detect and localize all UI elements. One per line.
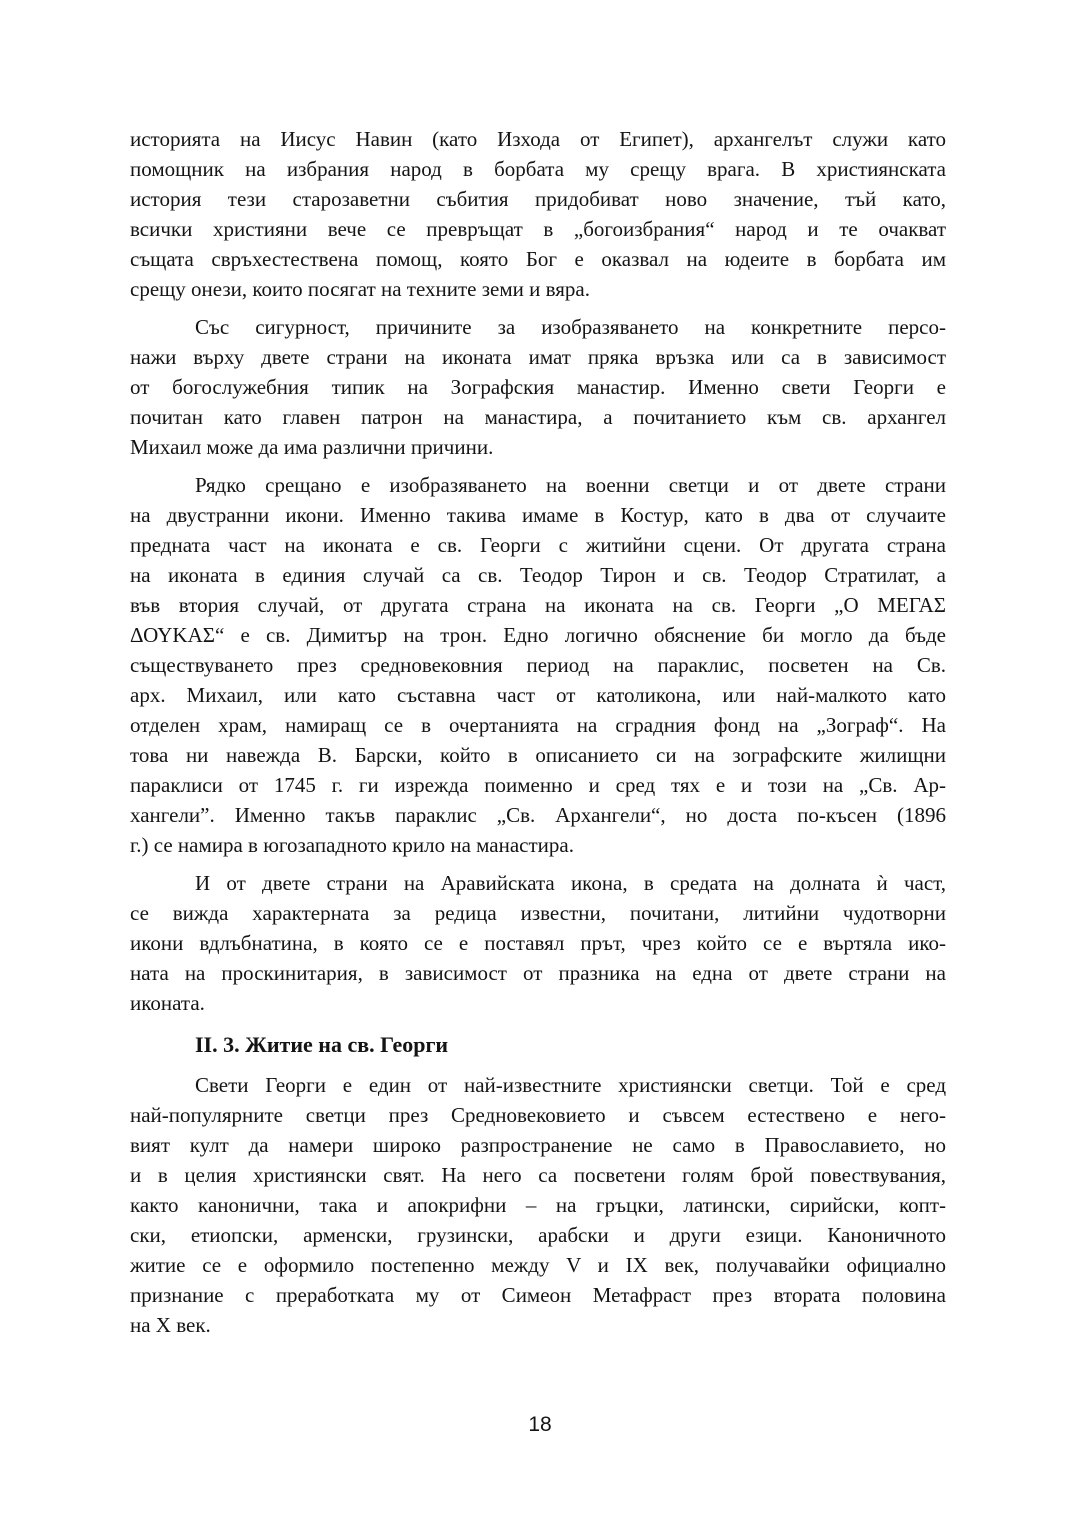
paragraph-line: помощник на избрания народ в борбата му срещу врага. В християнската	[130, 157, 946, 181]
paragraph-3	[130, 470, 946, 860]
paragraph-line: от богослужебния типик на Зографския манастир. Именно свети Георги е	[130, 375, 946, 399]
paragraph-line: ната на проскинитария, в зависимост от празника на една от двете страни на	[130, 961, 946, 985]
paragraph-4	[130, 868, 946, 1018]
paragraph-line: всички християни вече се превръщат в „богоизбрания“ народ и те очакват	[130, 217, 946, 241]
paragraph-line: Михаил може да има различни причини.	[130, 435, 494, 459]
paragraph-line: история тези старозаветни събития придобиват ново значение, тъй като,	[130, 187, 946, 211]
paragraph-line: Със сигурност, причините за изобразяването на конкретните персо-	[195, 315, 946, 339]
paragraph-5	[130, 1070, 946, 1340]
paragraph-line: житие се е оформило постепенно между V и IX век, получавайки официално	[130, 1253, 946, 1277]
paragraph-line: иконата.	[130, 991, 205, 1015]
paragraph-line: както канонични, така и апокрифни – на гръцки, латински, сирийски, копт-	[130, 1193, 946, 1217]
paragraph-line: Рядко срещано е изобразяването на военни светци и от двете страни	[195, 473, 946, 497]
paragraph-line: параклиси от 1745 г. ги изрежда поименно и сред тях е и този на „Св. Ар-	[130, 773, 946, 797]
paragraph-1	[130, 124, 946, 304]
paragraph-line: И от двете страни на Аравийската икона, в средата на долната ѝ част,	[195, 871, 946, 895]
paragraph-line: вият култ да намери широко разпространение не само в Православието, но	[130, 1133, 946, 1157]
paragraph-line: съществуването през средновековния период на параклис, посветен на Св.	[130, 653, 946, 677]
paragraph-line: признание с преработката му от Симеон Метафраст през втората половина	[130, 1283, 946, 1307]
paragraph-line: арх. Михаил, или като съставна част от католикона, или най-малкото като	[130, 683, 946, 707]
page-number: 18	[528, 1413, 552, 1436]
section-heading: II. 3. Житие на св. Георги	[195, 1032, 449, 1057]
paragraph-line: г.) се намира в югозападното крило на манастира.	[130, 833, 574, 857]
paragraph-line: във втория случай, от другата страна на иконата на св. Георги „О МЕГАΣ	[130, 593, 946, 617]
paragraph-line: и в целия християнски свят. На него са посветени голям брой повествувания,	[130, 1163, 946, 1187]
paragraph-line: почитан като главен патрон на манастира, а почитанието към св. архангел	[130, 405, 946, 429]
paragraph-line: на иконата в единия случай са св. Теодор Тирон и св. Теодор Стратилат, а	[130, 563, 946, 587]
paragraph-line: ΔΟΥΚΑΣ“ е св. Димитър на трон. Едно логично обяснение би могло да бъде	[130, 623, 946, 647]
paragraph-line: същата свръхестествена помощ, която Бог е оказвал на юдеите в борбата им	[130, 247, 946, 271]
paragraph-line: това ни навежда В. Барски, който в описанието си на зографските жилищни	[130, 743, 946, 767]
paragraph-line: на двустранни икони. Именно такива имаме в Костур, като в два от случаите	[130, 503, 946, 527]
paragraph-line: икони вдлъбнатина, в която се е поставял прът, чрез който се е въртяла ико-	[130, 931, 946, 955]
paragraph-line: хангели”. Именно такъв параклис „Св. Архангели“, но доста по-късен (1896	[130, 803, 946, 827]
paragraph-line: на X век.	[130, 1313, 211, 1337]
paragraph-line: се вижда характерната за редица известни, почитани, литийни чудотворни	[130, 901, 946, 925]
paragraph-line: отделен храм, намиращ се в очертанията на сградния фонд на „Зограф“. На	[130, 713, 946, 737]
paragraph-2	[130, 312, 946, 462]
paragraph-line: предната част на иконата е св. Георги с житийни сцени. От другата страна	[130, 533, 946, 557]
paragraph-line: ски, етиопски, арменски, грузински, арабски и други езици. Каноничното	[130, 1223, 946, 1247]
paragraph-line: най-популярните светци през Средновековието и съвсем естествено е него-	[130, 1103, 946, 1127]
paragraph-line: нажи върху двете страни на иконата имат пряка връзка или са в зависимост	[130, 345, 946, 369]
text-block	[130, 124, 946, 1348]
paragraph-line: срещу онези, които посягат на техните земи и вяра.	[130, 277, 591, 301]
paragraph-line: Свети Георги е един от най-известните християнски светци. Той е сред	[195, 1073, 946, 1097]
paragraph-line: историята на Иисус Навин (като Изхода от Египет), архангелът служи като	[130, 127, 946, 151]
